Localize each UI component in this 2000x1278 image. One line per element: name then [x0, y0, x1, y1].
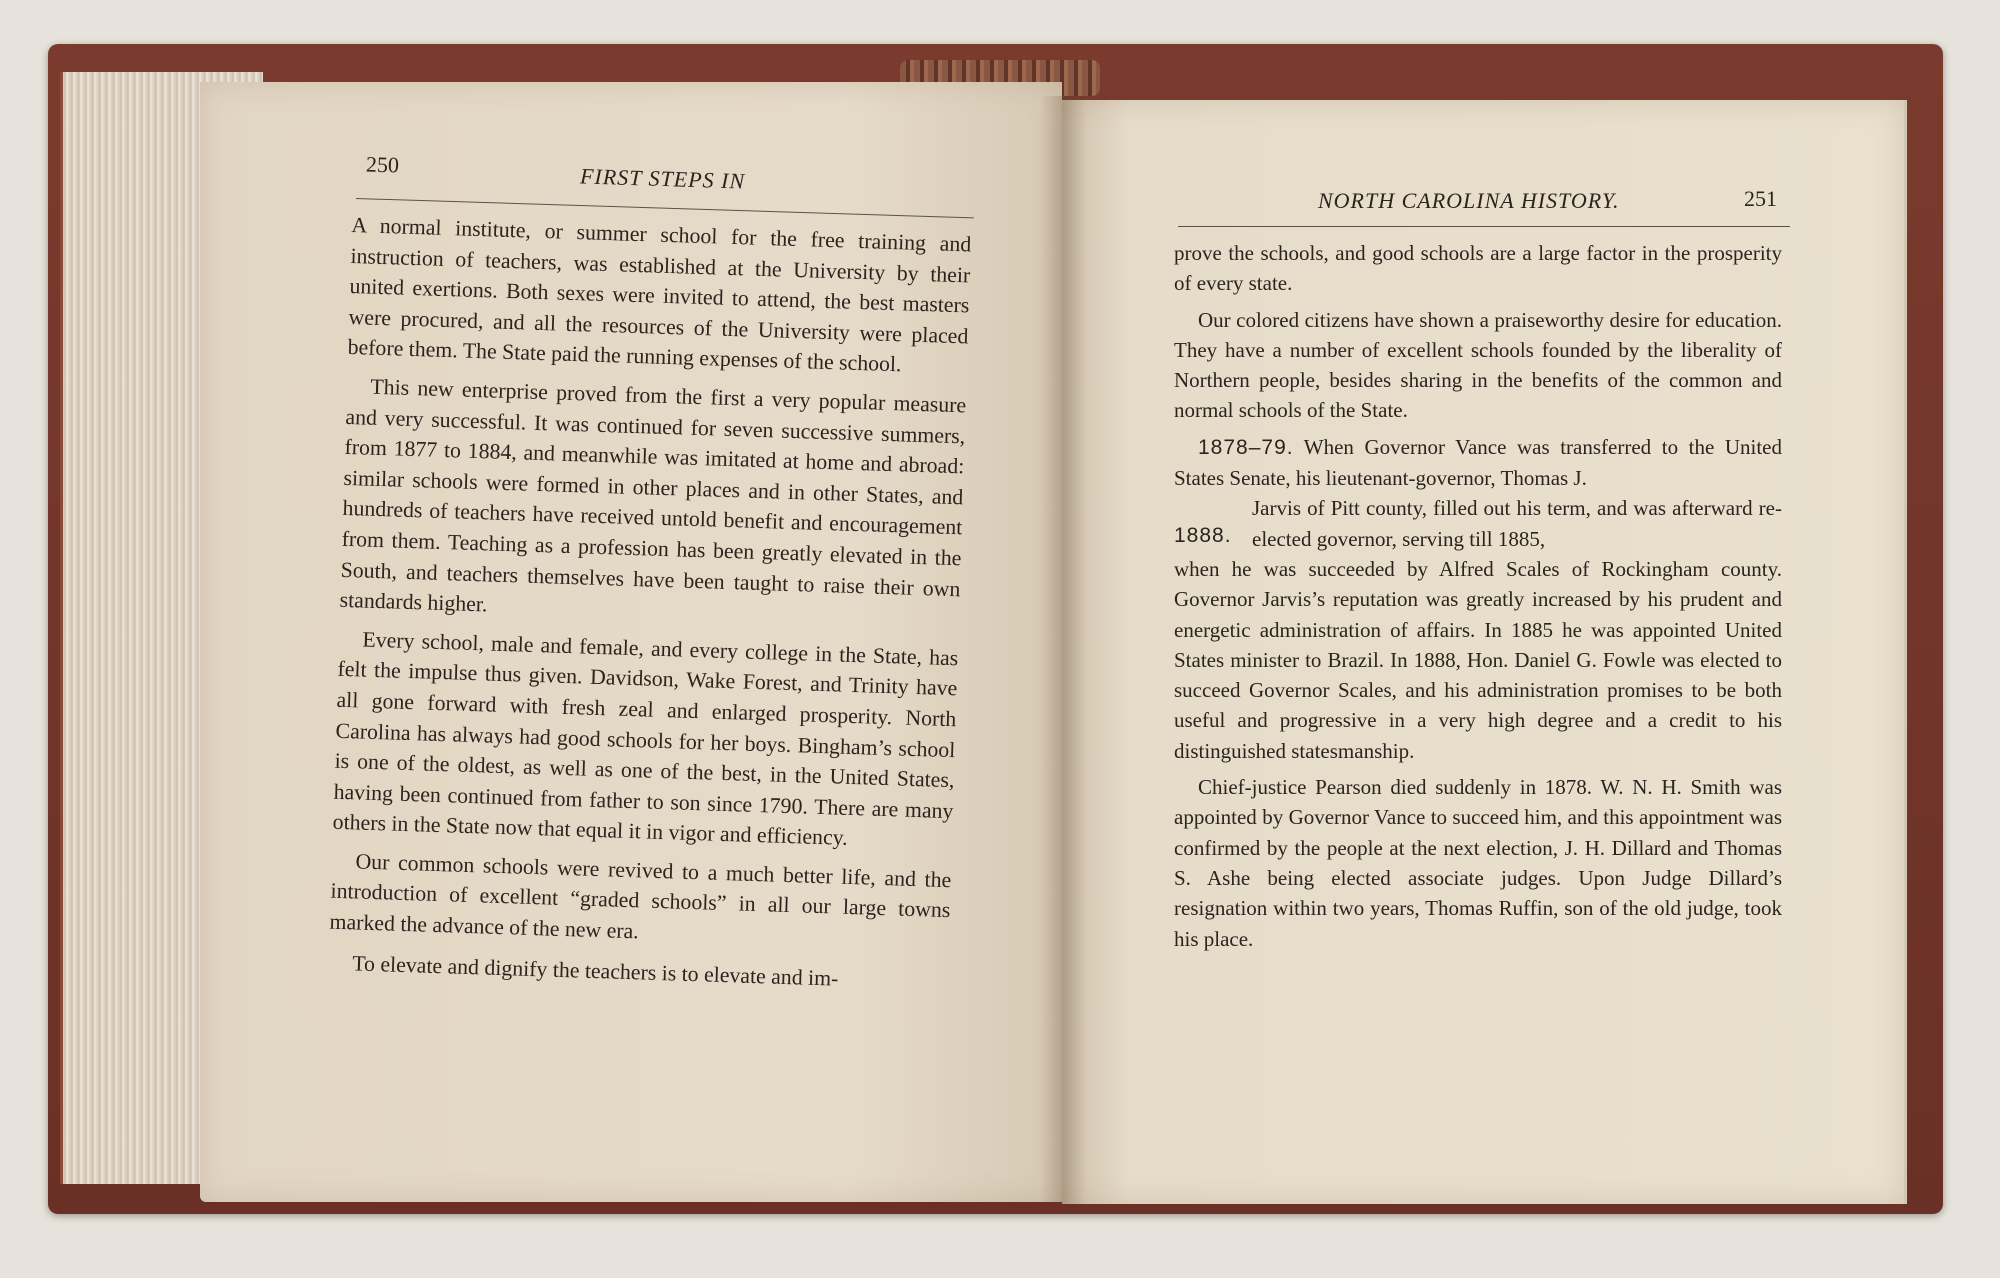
paragraph: Every school, male and female, and every college in the State, has felt the impulse thus given. Davidson, Wake Forest, and Trinity have all gone forward with fresh zeal and enlarged prosperity. North Carolina has always had good schools for her boys. Bingham’s school is one of the oldest, as well as one of the best, in the United States, having been continued from father to son since 1790. There are many others in the State now that equal it in vigor and efficiency.: [332, 627, 959, 851]
right-running-head: NORTH CAROLINA HISTORY.: [1318, 188, 1620, 213]
right-page-number: 251: [1744, 186, 1777, 211]
paragraph: To elevate and dignify the teachers is to elevate and im-: [351, 951, 839, 991]
paragraph-continuation: when he was succeeded by Alfred Scales of Rockingham county. Governor Jarvis’s reputation was greatly increased by his prudent and energetic administration of affairs. In 1885 he was appointed United States minister to Brazil. In 1888, Hon. Daniel G. Fowle was elected to succeed Governor Scales, and his administration promises to be both useful and progressive in a very high degree and a credit to his distinguished statesmanship.: [1174, 556, 1782, 763]
paragraph-text: When Governor Vance was transferred to the United States Senate, his lieutenant-governor, Thomas J.: [1174, 434, 1782, 491]
paragraph: prove the schools, and good schools are a large factor in the prosperity of every state.: [1174, 241, 1782, 296]
page-gutter: [1040, 96, 1086, 1204]
year-marker: 1878–79.: [1198, 435, 1294, 459]
paragraph: A normal institute, or summer school for the free training and instruction of teachers, was established at the University by their united exertions. Both sexes were invited to attend, the best masters were procured, and all the resources of the University were placed before them. The State paid the running expenses of the school.: [347, 212, 972, 377]
right-header-rule: [1178, 226, 1790, 227]
paragraph-hanging: Jarvis of Pitt county, filled out his term, and was afterward re-elected governor, serving till 1885,: [1252, 496, 1782, 551]
paragraph: This new enterprise proved from the first a very popular measure and very successful. It was continued for seven successive summers, from 1877 to 1884, and meanwhile was imitated at home and abroad: similar schools were formed in other places and in other States, and hundreds of teachers have received untold benefit and encouragement from them. Teaching as a profession has been greatly elevated in the South, and teachers themselves have been taught to raise their own standards higher.: [339, 374, 967, 617]
paragraph: Our common schools were revived to a much better life, and the introduction of excellent “graded schools” in all our large towns marked the advance of the new era.: [329, 849, 952, 944]
paragraph: Our colored citizens have shown a praiseworthy desire for education. They have a number of excellent schools founded by the liberality of Northern people, besides sharing in the benefits of the common and normal schools of the State.: [1174, 307, 1782, 423]
left-page-number: 250: [365, 151, 400, 178]
paragraph: [1174, 432, 1782, 494]
margin-year-note: 1888.: [1174, 524, 1232, 547]
left-running-head: FIRST STEPS IN: [579, 163, 746, 194]
right-page-body: [1174, 238, 1782, 954]
paragraph: Chief-justice Pearson died suddenly in 1878. W. N. H. Smith was appointed by Governor Vance to succeed him, and this appointment was confirmed by the people at the next election, J. H. Dillard and Thomas S. Ashe being elected associate judges. Upon Judge Dillard’s resignation within two years, Thomas Ruffin, son of the old judge, took his place.: [1174, 775, 1782, 951]
left-page-body: [328, 210, 972, 997]
